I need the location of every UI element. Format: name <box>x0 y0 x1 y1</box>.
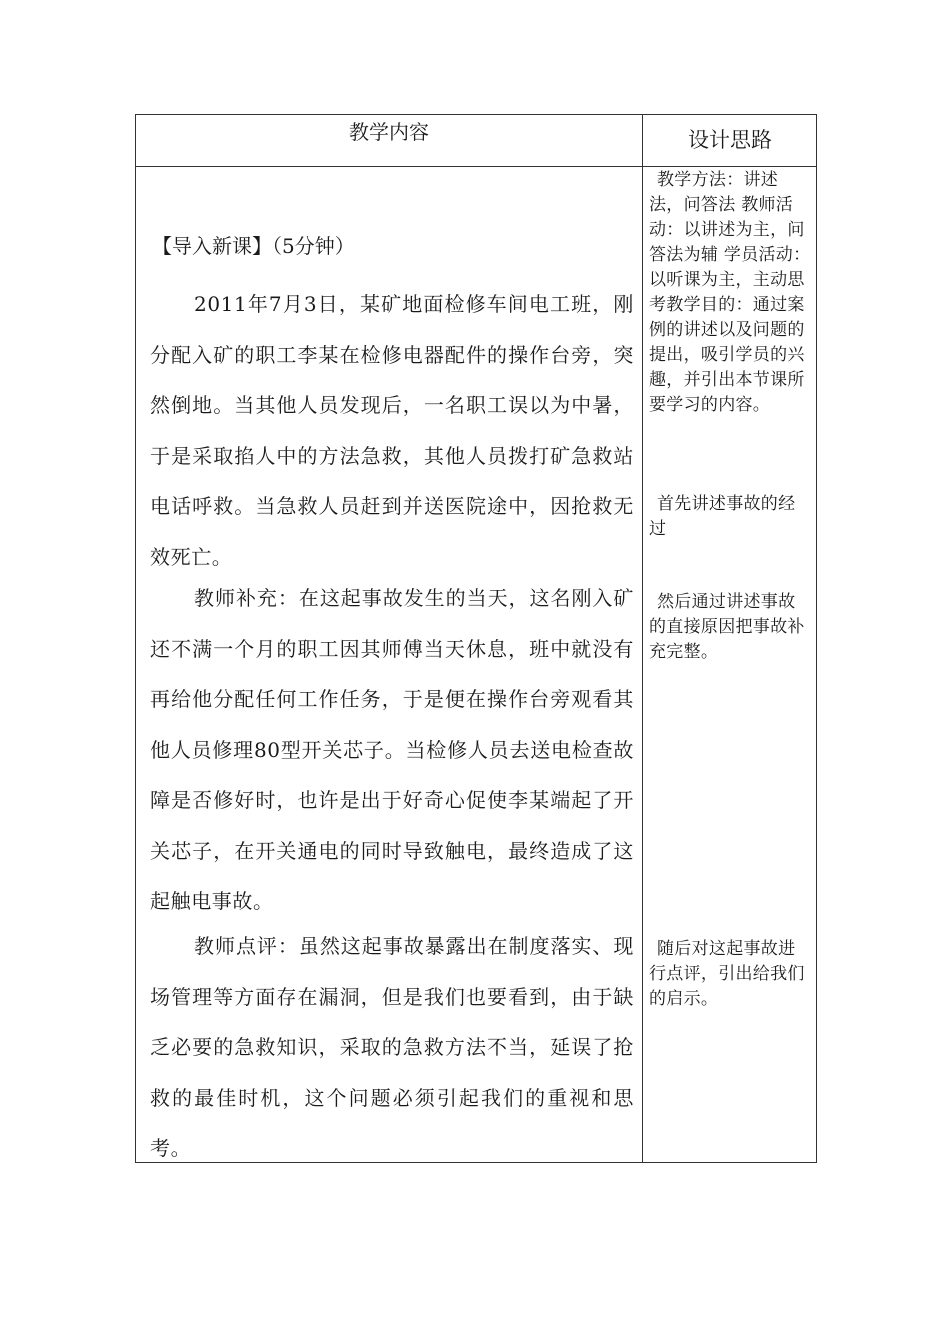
header-teaching-content: 教学内容 <box>349 120 429 144</box>
design-note-review: 随后对这起事故进行点评，引出给我们的启示。 <box>649 939 805 1009</box>
teacher-comment-paragraph: 教师点评：虽然这起事故暴露出在制度落实、现场管理等方面存在漏洞，但是我们也要看到，由于缺乏必要的急救知识，采取的急救方法不当，延误了抢救的最佳时机，这个问题必须引起我们的重视和思考。 <box>150 934 634 1160</box>
teacher-supplement-paragraph: 教师补充：在这起事故发生的当天，这名刚入矿还不满一个月的职工因其师傅当天休息，班中就没有再给他分配任何工作任务，于是便在操作台旁观看其他人员修理80型开关芯子。当检修人员去送电检查故障是否修好时，也许是出于好奇心促使李某端起了开关芯子，在开关通电的同时导致触电，最终造成了这起触电事故。 <box>150 586 634 913</box>
lesson-plan-table <box>135 114 817 1163</box>
header-row-divider <box>136 166 816 167</box>
case-paragraph: 2011年7月3日，某矿地面检修车间电工班，刚分配入矿的职工李某在检修电器配件的操作台旁，突然倒地。当其他人员发现后，一名职工误以为中暑，于是采取掐人中的方法急救，其他人员拨打矿急救站电话呼救。当急救人员赶到并送医院途中，因抢救无效死亡。 <box>150 292 634 569</box>
design-note-narrate: 首先讲述事故的经过 <box>649 494 796 539</box>
column-divider <box>642 115 643 1162</box>
design-note-cause: 然后通过讲述事故的直接原因把事故补充完整。 <box>649 592 805 662</box>
section-heading: 【导入新课】（5分钟） <box>152 234 355 258</box>
design-note-methods: 教学方法：讲述法，问答法 教师活动：以讲述为主，问答法为辅 学员活动：以听课为主，主动思考教学目的：通过案例的讲述以及问题的提出，吸引学员的兴趣，并引出本节课所要学习的内容。 <box>649 170 811 415</box>
header-design-rationale: 设计思路 <box>688 128 772 152</box>
